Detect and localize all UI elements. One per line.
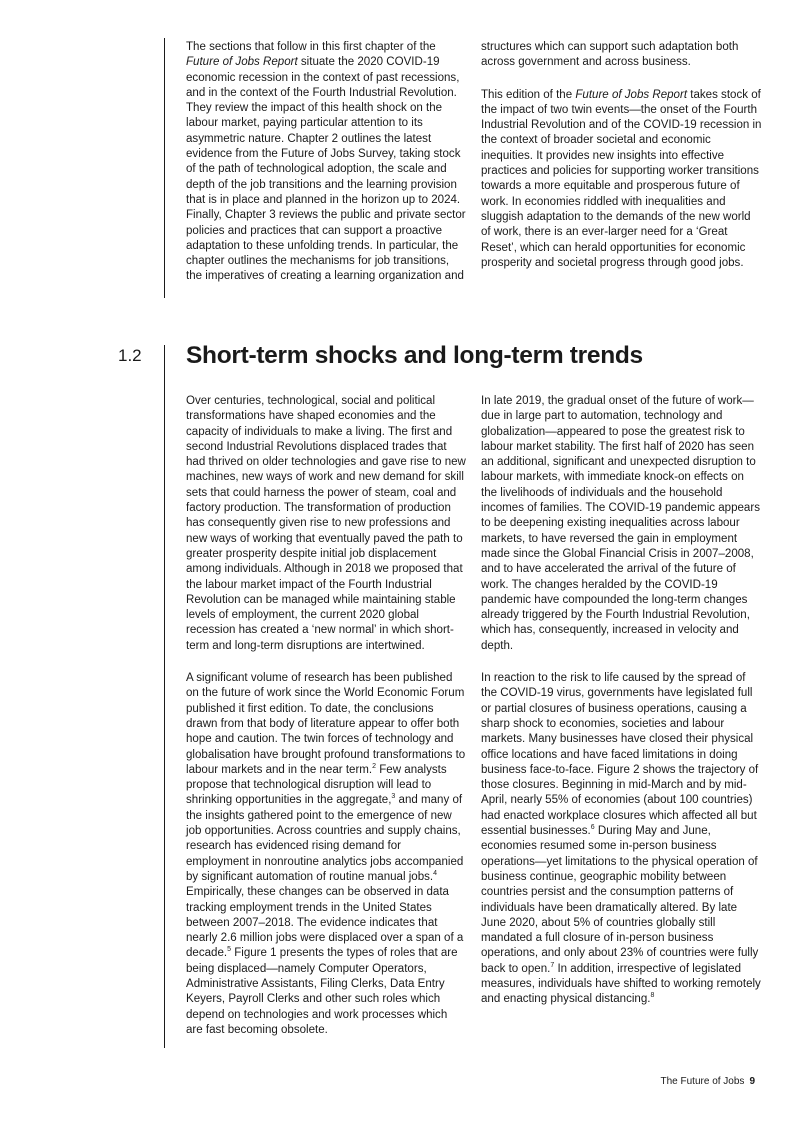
footnote-ref: 6 bbox=[590, 824, 595, 832]
section-number: 1.2 bbox=[118, 346, 142, 365]
intro-paragraph: The sections that follow in this first chapter of the Future of Jobs Report situate the 2020 COVID-19 economic recession in the context of past recessions, and in the context of the Fourth Industrial Revolution. They review the impact of this health shock on the labour market, paying particular attention to its asymmetric nature. Chapter 2 outlines the latest evidence from the Future of Jobs Survey, taking stock of the path of technological adoption, the scale and depth of the job transitions and the learning provision that is in place and planned in the horizon up to 2024. Finally, Chapter 3 reviews the public and private sector policies and practices that can support a proactive adaptation to these unfolding trends. In particular, the chapter outlines the mechanisms for job transitions, the imperatives of creating a learning organization and bbox=[186, 41, 466, 283]
footnote-ref: 5 bbox=[227, 946, 231, 954]
edition-paragraph: This edition of the Future of Jobs Report takes stock of the impact of two twin events—the onset of the Fourth Industrial Revolution and of the COVID-19 recession in the context of broader societal and economic inequities. It provides new insights into effective practices and policies for supporting worker transitions towards a more equitable and prosperous future of work. In economies riddled with inequalities and sluggish adaptation to the demands of the new world of work, there is an ever-larger need for a ‘Great Reset’, which can herald opportunities for economic prosperity and societal progress through good jobs. bbox=[481, 88, 762, 269]
footnote-ref: 3 bbox=[391, 793, 396, 801]
footnote-ref: 2 bbox=[372, 762, 377, 770]
intro-column-left bbox=[186, 40, 466, 285]
margin-rule-section bbox=[164, 345, 165, 1048]
margin-rule-top bbox=[164, 38, 165, 298]
page-number: 9 bbox=[749, 1076, 755, 1087]
intro-paragraph-continued: structures which can support such adaptation both across government and across business. bbox=[481, 41, 739, 69]
footnote-ref: 4 bbox=[433, 870, 438, 878]
section-title: Short-term shocks and long-term trends bbox=[186, 342, 643, 369]
intro-column-right bbox=[481, 40, 763, 271]
body-column-left bbox=[186, 394, 466, 1038]
footer-report-title: The Future of Jobs bbox=[660, 1076, 745, 1087]
footnote-ref: 8 bbox=[650, 992, 655, 1000]
page-footer bbox=[661, 1075, 756, 1089]
body-paragraph: A significant volume of research has been published on the future of work since the World Economic Forum published it first edition. To date, the conclusions drawn from that body of literature appear to offer both hope and caution. The twin forces of technology and globalisation have brought profound transformations to labour markets and in the near term.$^2$ Few analysts propose that technological disruption will lead to shrinking opportunities in the aggregate,$^3$ and many of the insights gathered point to the emergence of new job opportunities. Across countries and supply chains, research has evidenced rising demand for employment in nonroutine analytics jobs accompanied by significant automation of routine manual jobs.$^4$ Empirically, these changes can be observed in data tracking employment trends in the United States between 2007–2018. The evidence indicates that nearly 2.6 million jobs were displaced over a span of a decade.$^5$ Figure 1 presents the types of roles that are being displaced—namely Computer Operators, Administrative Assistants, Filing Clerks, Data Entry Keyers, Payroll Clerks and other such roles which depend on technologies and work processes which are fast becoming obsolete. bbox=[186, 672, 466, 1036]
body-paragraph: In late 2019, the gradual onset of the future of work—due in large part to automation, technology and globalization—appeared to pose the greatest risk to labour market stability. The first half of 2020 has seen an additional, significant and unexpected disruption to labour markets, with immediate knock-on effects on the livelihoods of individuals and the household incomes of families. The COVID-19 pandemic appears to be deepening existing inequalities across labour markets, to have reversed the gain in employment made since the Global Financial Crisis in 2007–2008, and to have accelerated the arrival of the future of work. The changes heralded by the COVID-19 pandemic have compounded the long-term changes already triggered by the Fourth Industrial Revolution, which has, consequently, increased in velocity and depth. bbox=[481, 395, 760, 652]
body-paragraph: Over centuries, technological, social and political transformations have shaped economies and the capacity of individuals to make a living. The first and second Industrial Revolutions displaced trades that had thrived on older technologies and gave rise to new machines, new ways of work and new demand for skill sets that could harness the power of steam, coal and factory production. The transformation of production has consequently given rise to new professions and new ways of working that eventually paved the path to greater prosperity despite initial job displacement among individuals. Although in 2018 we proposed that the labour market impact of the Fourth Industrial Revolution can be managed while maintaining stable levels of employment, the current 2020 global recession has created a ‘new normal’ in which short-term and long-term disruptions are intertwined. bbox=[186, 395, 466, 652]
body-column-right bbox=[481, 394, 763, 1008]
body-paragraph: In reaction to the risk to life caused by the spread of the COVID-19 virus, governments have legislated full or partial closures of business operations, causing a sharp shock to economies, societies and labour markets. Many businesses have closed their physical office locations and have faced limitations in doing business face-to-face. Figure 2 shows the trajectory of those closures. Beginning in mid-March and by mid-April, nearly 55% of economies (about 100 countries) had enacted workplace closures which affected all but essential businesses.$^6$ During May and June, economies resumed some in-person business operations—yet limitations to the physical operation of business continue, geographic mobility between countries persist and the consumption patterns of individuals have been dramatically altered. By late June 2020, about 5% of countries globally still mandated a full closure of in-person business operations, and only about 23% of countries were fully back to open.$^7$ In addition, irrespective of legislated measures, individuals have shifted to working remotely and enacting physical distancing.$^8$ bbox=[481, 672, 761, 1006]
footnote-ref: 7 bbox=[550, 961, 555, 969]
